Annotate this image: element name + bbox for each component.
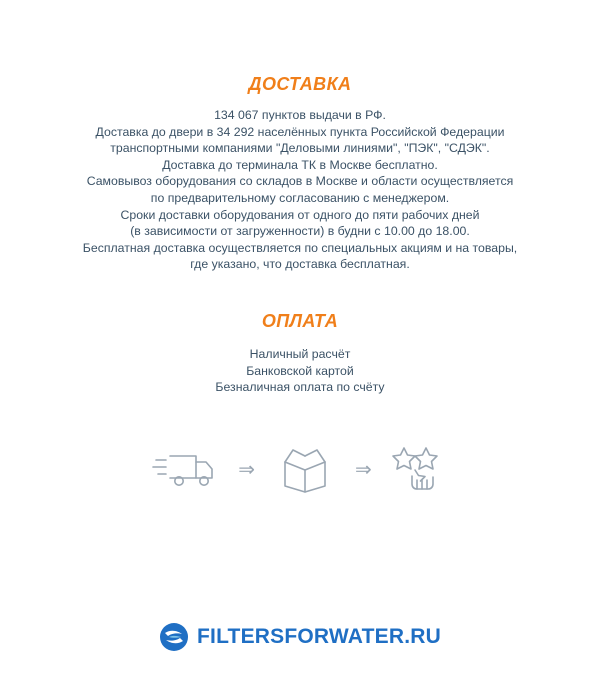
delivery-line: Доставка до терминала ТК в Москве бесплатно. bbox=[162, 157, 438, 172]
payment-method: Безналичная оплата по счёту bbox=[215, 380, 385, 395]
brand-name-tld: .RU bbox=[404, 625, 441, 648]
delivery-line: Самовывоз оборудования со складов в Москве и области осуществляется bbox=[86, 174, 514, 189]
delivery-line: транспортными компаниями "Деловыми линиями", "ПЭК", "СДЭК". bbox=[110, 141, 490, 156]
site-footer-logo[interactable] bbox=[0, 622, 600, 652]
arrow-right-icon: ⇒ bbox=[238, 459, 255, 482]
delivery-line: Доставка до двери в 34 292 населённых пункта Российской Федерации bbox=[95, 124, 505, 139]
payment-section-title: ОПЛАТА bbox=[261, 310, 339, 331]
delivery-line: 134 067 пунктов выдачи в РФ. bbox=[214, 108, 386, 122]
payment-methods-list bbox=[0, 346, 600, 396]
delivery-payment-info-page bbox=[0, 74, 600, 674]
delivery-line: (в зависимости от загруженности) в будни с 10.00 до 18.00. bbox=[130, 224, 470, 239]
process-steps bbox=[0, 442, 600, 499]
delivery-line: Сроки доставки оборудования от одного до пяти рабочих дней bbox=[120, 207, 480, 222]
rating-stars-hand-icon bbox=[390, 442, 448, 499]
arrow-right-icon: ⇒ bbox=[355, 459, 372, 482]
payment-method: Банковской картой bbox=[246, 363, 354, 378]
brand-name-main: FILTERSFORWATER bbox=[197, 625, 405, 648]
delivery-line: Бесплатная доставка осуществляется по специальных акциям и на товары, bbox=[82, 240, 518, 255]
delivery-section-title: ДОСТАВКА bbox=[248, 74, 352, 94]
delivery-line: где указано, что доставка бесплатная. bbox=[190, 257, 410, 272]
brand-name bbox=[197, 625, 441, 649]
payment-method: Наличный расчёт bbox=[249, 346, 351, 361]
delivery-truck-icon bbox=[152, 444, 220, 497]
open-box-icon bbox=[273, 442, 337, 499]
delivery-description bbox=[0, 107, 600, 273]
swirl-logo-icon bbox=[159, 622, 189, 652]
delivery-line: по предварительному согласованию с менеджером. bbox=[150, 190, 450, 205]
